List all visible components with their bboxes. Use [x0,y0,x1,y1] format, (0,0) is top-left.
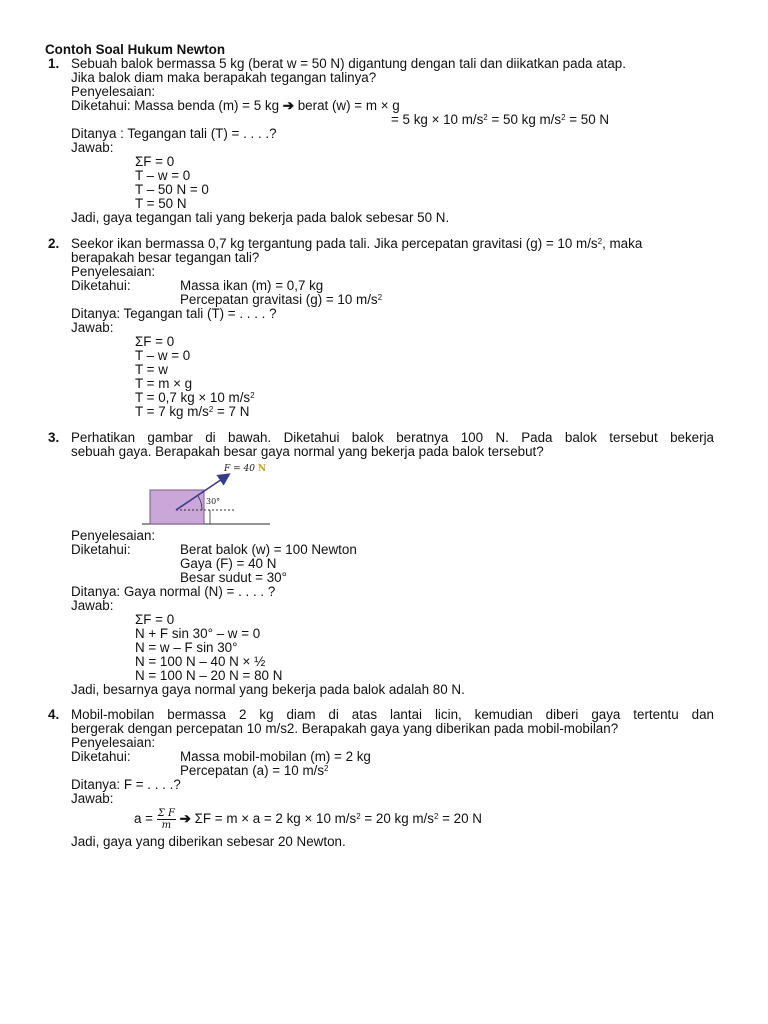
problem-3-step: ΣF = 0 [135,612,175,627]
problem-2-number: 2. [48,236,60,251]
problem-2-known-1: Massa ikan (m) = 0,7 kg [180,278,324,293]
problem-1-step: T – w = 0 [135,168,191,183]
problem-1-diketahui [71,99,400,113]
problem-1-step: T = 50 N [135,196,187,211]
block-force-diagram [140,460,272,530]
problem-4-ditanya: Ditanya: F = . . . .? [71,777,181,792]
problem-2-step [135,391,255,405]
problem-2-step: ΣF = 0 [135,334,175,349]
problem-1-question-line-1: Sebuah balok bermassa 5 kg (berat w = 50 N) digantung dengan tali dan diikatkan pada atap. [71,56,626,71]
block-shape [150,490,204,524]
problem-1-jawab: Jawab: [71,140,114,155]
superscript: 2 [561,113,566,122]
problem-3-step: N + F sin 30° – w = 0 [135,626,261,641]
problem-1-calc-part-b: = 50 kg m/s [487,112,562,127]
problem-2-question-line-1 [71,237,642,251]
problem-2-step: T – w = 0 [135,348,191,363]
superscript: 2 [356,812,361,821]
problem-4-diketahui: Diketahui: [71,749,131,764]
problem-4-number: 4. [48,707,60,722]
problem-3-jawab: Jawab: [71,598,114,613]
problem-3-step: N = w – F sin 30° [135,640,238,655]
problem-4-question-line-2: bergerak dengan percepatan 10 m/s2. Berapakah gaya yang diberikan pada mobil-mobilan? [71,721,619,736]
problem-2-known-2-text: Percepatan gravitasi (g) = 10 m/s [180,292,378,307]
problem-2-step: T = w [135,362,168,377]
problem-4-penyelesaian: Penyelesaian: [71,735,156,750]
problem-3-ditanya: Ditanya: Gaya normal (N) = . . . . ? [71,584,276,599]
problem-1-question-line-2: Jika balok diam maka berapakah tegangan talinya? [71,70,377,85]
superscript: 2 [208,405,214,414]
problem-1-step: ΣF = 0 [135,154,175,169]
problem-4-known-1: Massa mobil-mobilan (m) = 2 kg [180,749,371,764]
fraction-denominator: m [161,819,172,831]
problem-2-question-text-end: , maka [602,236,643,251]
superscript: 2 [597,237,603,246]
problem-3-known-2: Gaya (F) = 40 N [180,556,277,571]
problem-3-known-3: Besar sudut = 30° [180,570,287,585]
page-title: Contoh Soal Hukum Newton [45,42,226,57]
problem-4-known-2-text: Percepatan (a) = 10 m/s [180,763,325,778]
sum-f-over-m-fraction [157,808,176,831]
problem-4-calc-part-b: = 20 kg m/s [360,811,434,826]
problem-1-step: T – 50 N = 0 [135,182,209,197]
superscript: 2 [250,391,255,400]
problem-1-calc-part-a: = 5 kg × 10 m/s [391,112,484,127]
problem-2-step-6-result: = 7 N [213,404,250,419]
problem-1-ditanya: Ditanya : Tegangan tali (T) = . . . .? [71,126,277,141]
problem-4-known-2 [180,764,328,778]
problem-3-number: 3. [48,430,60,445]
problem-4-equation-lhs: a = [134,811,157,826]
problem-1-calc-part-c: = 50 N [565,112,610,127]
problem-4-jawab: Jawab: [71,791,114,806]
problem-4-equation [134,807,482,831]
problem-3-question-line-2: sebuah gaya. Berapakah besar gaya normal yang bekerja pada balok tersebut? [71,444,544,459]
problem-4-calc-part-c: = 20 N [438,811,482,826]
problem-3-conclusion: Jadi, besarnya gaya normal yang bekerja pada balok adalah 80 N. [71,682,465,697]
problem-4-conclusion: Jadi, gaya yang diberikan sebesar 20 Newton. [71,834,346,849]
problem-2-step: T = m × g [135,376,193,391]
problem-2-step [135,405,249,419]
problem-1-known-mass: Diketahui: Massa benda (m) = 5 kg [71,98,280,113]
problem-3-penyelesaian: Penyelesaian: [71,528,156,543]
problem-3-known-1: Berat balok (w) = 100 Newton [180,542,357,557]
problem-3-diketahui: Diketahui: [71,542,131,557]
problem-2-known-2 [180,293,382,307]
problem-3-step: N = 100 N – 40 N × ½ [135,654,266,669]
problem-1-conclusion: Jadi, gaya tegangan tali yang bekerja pada balok sebesar 50 N. [71,210,450,225]
problem-2-jawab: Jawab: [71,320,114,335]
problem-1-weight-calculation [391,113,609,127]
problem-3-question-line-1: Perhatikan gambar di bawah. Diketahui balok beratnya 100 N. Pada balok tersebut bekerja [71,430,714,445]
superscript: 2 [324,764,329,773]
problem-1-known-weight: berat (w) = m × g [297,98,400,113]
superscript: 2 [483,113,488,122]
problem-2-ditanya: Ditanya: Tegangan tali (T) = . . . . ? [71,306,277,321]
problem-2-step-6-text: T = 7 kg m/s [135,404,209,419]
superscript: 2 [433,812,439,821]
force-label-unit: N [257,464,267,474]
problem-4-calc-part-a: ΣF = m × a = 2 kg × 10 m/s [190,811,357,826]
arrow-right-icon: ➔ [282,98,294,113]
problem-2-question-line-2: berapakah besar tegangan tali? [71,250,260,265]
problem-1-number: 1. [48,56,60,71]
fraction-numerator: Σ F [157,807,175,819]
problem-4-question-line-1: Mobil-mobilan bermassa 2 kg diam di atas lantai licin, kemudian diberi gaya tertentu dan [71,707,714,722]
problem-2-penyelesaian: Penyelesaian: [71,264,156,279]
problem-2-step-5-text: T = 0,7 kg × 10 m/s [135,390,251,405]
problem-2-diketahui: Diketahui: [71,278,131,293]
problem-2-question-text: Seekor ikan bermassa 0,7 kg tergantung pada tali. Jika percepatan gravitasi (g) = 10 m/s [71,236,598,251]
problem-3-step: N = 100 N – 20 N = 80 N [135,668,283,683]
angle-label: 30° [206,497,221,506]
problem-1-penyelesaian: Penyelesaian: [71,84,156,99]
force-label [223,464,266,474]
superscript: 2 [377,293,383,302]
arrow-right-icon: ➔ [179,811,191,826]
force-label-value: F = 40 [224,464,258,474]
